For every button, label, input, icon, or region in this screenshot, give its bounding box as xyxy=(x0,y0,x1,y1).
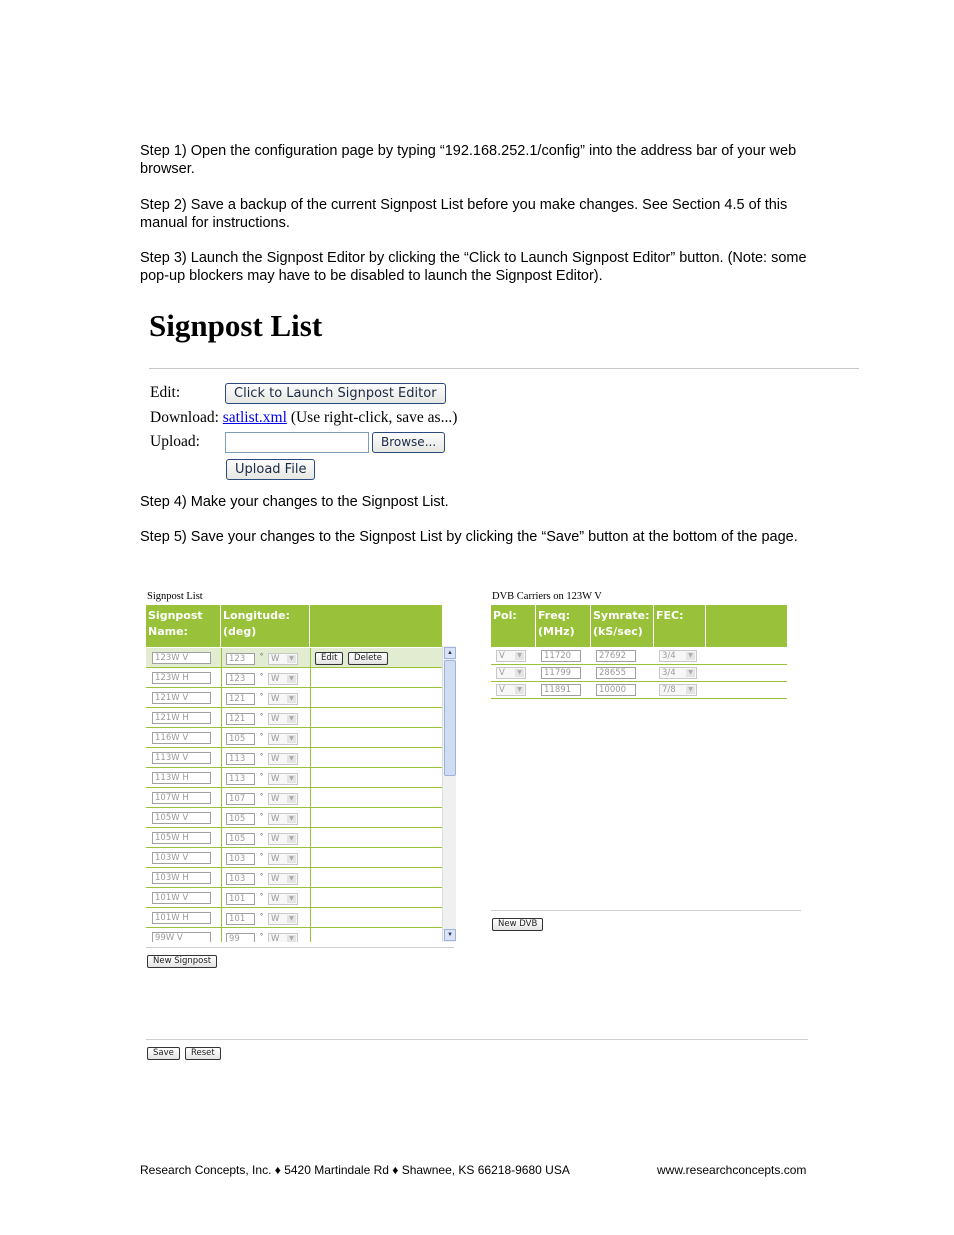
signpost-name-input[interactable]: 105W V xyxy=(152,812,211,824)
direction-value: W xyxy=(271,814,280,824)
fec-select[interactable] xyxy=(659,684,697,696)
longitude-input[interactable]: 121 xyxy=(226,713,255,725)
step-4-text: Step 4) Make your changes to the Signpost List. xyxy=(140,494,449,510)
signpost-name-input[interactable]: 113W V xyxy=(152,752,211,764)
reset-button[interactable]: Reset xyxy=(185,1047,221,1060)
direction-select[interactable] xyxy=(268,693,298,705)
direction-select[interactable] xyxy=(268,673,298,685)
signpost-name-input[interactable]: 121W V xyxy=(152,692,211,704)
chevron-down-icon: ▼ xyxy=(686,686,695,694)
degree-symbol: ° xyxy=(260,872,264,881)
signpost-name-input[interactable]: 101W H xyxy=(152,912,211,924)
direction-select[interactable] xyxy=(268,813,298,825)
scroll-down-icon[interactable]: ▼ xyxy=(444,929,456,941)
freq-input[interactable]: 11799 xyxy=(541,667,581,679)
fec-select[interactable] xyxy=(659,650,697,662)
direction-select[interactable] xyxy=(268,913,298,925)
download-label xyxy=(150,409,457,427)
fec-value: 3/4 xyxy=(662,668,676,678)
direction-value: W xyxy=(271,734,280,744)
direction-value: W xyxy=(271,654,280,664)
direction-select[interactable] xyxy=(268,733,298,745)
longitude-input[interactable]: 113 xyxy=(226,753,255,765)
upload-label: Upload: xyxy=(150,433,200,450)
longitude-input[interactable]: 123 xyxy=(226,673,255,685)
header-freq: Freq: (MHz) xyxy=(536,605,591,647)
cell-divider xyxy=(221,828,222,847)
signpost-row[interactable] xyxy=(146,748,442,768)
longitude-input[interactable]: 123 xyxy=(226,653,255,665)
chevron-down-icon: ▼ xyxy=(287,835,296,843)
chevron-down-icon: ▼ xyxy=(287,935,296,942)
direction-select[interactable] xyxy=(268,753,298,765)
save-button[interactable]: Save xyxy=(147,1047,180,1060)
degree-symbol: ° xyxy=(260,832,264,841)
signpost-row[interactable] xyxy=(146,888,442,908)
dvb-divider xyxy=(491,910,801,911)
cell-divider xyxy=(310,748,311,767)
cell-divider xyxy=(221,888,222,907)
direction-select[interactable] xyxy=(268,873,298,885)
chevron-down-icon: ▼ xyxy=(287,715,296,723)
signpost-table-caption: Signpost List xyxy=(147,591,203,602)
signpost-row[interactable] xyxy=(146,928,442,942)
direction-value: W xyxy=(271,754,280,764)
chevron-down-icon: ▼ xyxy=(686,669,695,677)
cell-divider xyxy=(221,768,222,787)
dvb-row[interactable] xyxy=(491,682,787,699)
step-5-text: Step 5) Save your changes to the Signpost List by clicking the “Save” button at the bottom of the page. xyxy=(140,529,798,545)
signpost-scrollbar[interactable] xyxy=(442,646,456,942)
cell-divider xyxy=(310,688,311,707)
degree-symbol: ° xyxy=(260,772,264,781)
signpost-name-input[interactable]: 123W H xyxy=(152,672,211,684)
signpost-name-input[interactable]: 103W V xyxy=(152,852,211,864)
chevron-down-icon: ▼ xyxy=(287,915,296,923)
download-hint: (Use right-click, save as...) xyxy=(290,409,458,426)
signpost-row[interactable] xyxy=(146,828,442,848)
longitude-input[interactable]: 105 xyxy=(226,733,255,745)
longitude-input[interactable]: 103 xyxy=(226,853,255,865)
cell-divider xyxy=(221,688,222,707)
new-dvb-button[interactable]: New DVB xyxy=(492,918,543,931)
direction-value: W xyxy=(271,794,280,804)
cell-divider xyxy=(310,768,311,787)
longitude-input[interactable]: 105 xyxy=(226,833,255,845)
dvb-table xyxy=(491,605,787,701)
upload-file-input[interactable] xyxy=(225,432,369,453)
cell-divider xyxy=(221,788,222,807)
direction-value: W xyxy=(271,694,280,704)
cell-divider xyxy=(221,808,222,827)
degree-symbol: ° xyxy=(260,652,264,661)
degree-symbol: ° xyxy=(260,932,264,941)
signpost-name-input[interactable]: 121W H xyxy=(152,712,211,724)
chevron-down-icon: ▼ xyxy=(287,775,296,783)
cell-divider xyxy=(310,928,311,942)
degree-symbol: ° xyxy=(260,912,264,921)
direction-select[interactable] xyxy=(268,713,298,725)
cell-divider xyxy=(310,888,311,907)
chevron-down-icon: ▼ xyxy=(287,755,296,763)
step-3-text: Step 3) Launch the Signpost Editor by clicking the “Click to Launch Signpost Editor” button. (Note: some pop-up blockers may have to be disabled to launch the Signpost Editor). xyxy=(140,250,807,284)
header-signpost-name: Signpost Name: xyxy=(146,605,221,647)
direction-select[interactable] xyxy=(268,653,298,665)
pol-value: V xyxy=(499,668,505,678)
cell-divider xyxy=(310,708,311,727)
signpost-row[interactable] xyxy=(146,908,442,928)
cell-divider xyxy=(221,868,222,887)
longitude-input[interactable]: 101 xyxy=(226,913,255,925)
signpost-row[interactable] xyxy=(146,868,442,888)
scroll-up-icon[interactable]: ▲ xyxy=(444,647,456,659)
cell-divider xyxy=(310,648,311,667)
cell-divider xyxy=(310,908,311,927)
direction-value: W xyxy=(271,874,280,884)
degree-symbol: ° xyxy=(260,672,264,681)
cell-divider xyxy=(310,808,311,827)
cell-divider xyxy=(221,928,222,942)
delete-row-button[interactable]: Delete xyxy=(348,652,388,665)
chevron-down-icon: ▼ xyxy=(287,675,296,683)
signpost-name-input[interactable]: 116W V xyxy=(152,732,211,744)
download-label-text: Download: xyxy=(150,409,219,426)
direction-value: W xyxy=(271,894,280,904)
direction-select[interactable] xyxy=(268,793,298,805)
signpost-row[interactable] xyxy=(146,768,442,788)
direction-select[interactable] xyxy=(268,773,298,785)
signpost-name-input[interactable]: 123W V xyxy=(152,652,211,664)
direction-value: W xyxy=(271,714,280,724)
signpost-row[interactable] xyxy=(146,808,442,828)
fec-value: 3/4 xyxy=(662,651,676,661)
cell-divider xyxy=(221,748,222,767)
cell-divider xyxy=(221,708,222,727)
edit-label: Edit: xyxy=(150,384,181,401)
signpost-row[interactable] xyxy=(146,848,442,868)
scroll-thumb[interactable] xyxy=(444,660,456,776)
signpost-name-input[interactable]: 99W V xyxy=(152,932,211,942)
dvb-row[interactable] xyxy=(491,648,787,665)
signpost-name-input[interactable]: 105W H xyxy=(152,832,211,844)
new-signpost-button[interactable]: New Signpost xyxy=(147,955,217,968)
footer-address: Research Concepts, Inc. ♦ 5420 Martindale Rd ♦ Shawnee, KS 66218-9680 USA xyxy=(140,1163,570,1177)
signpost-table-header xyxy=(146,605,442,647)
degree-symbol: ° xyxy=(260,792,264,801)
direction-value: W xyxy=(271,834,280,844)
signpost-row[interactable] xyxy=(146,728,442,748)
direction-value: W xyxy=(271,914,280,924)
launch-signpost-editor-button[interactable]: Click to Launch Signpost Editor xyxy=(225,383,446,404)
chevron-down-icon: ▼ xyxy=(287,855,296,863)
header-actions xyxy=(310,605,442,647)
bottom-divider xyxy=(146,1039,808,1040)
dvb-table-header xyxy=(491,605,787,647)
direction-value: W xyxy=(271,774,280,784)
step-2-text: Step 2) Save a backup of the current Signpost List before you make changes. See Section 4.5 of this manual for instructions. xyxy=(140,197,788,231)
chevron-down-icon: ▼ xyxy=(515,686,524,694)
signpost-row[interactable] xyxy=(146,708,442,728)
title-divider xyxy=(149,368,859,369)
signpost-row[interactable] xyxy=(146,668,442,688)
chevron-down-icon: ▼ xyxy=(287,795,296,803)
cell-divider xyxy=(221,848,222,867)
longitude-input[interactable]: 101 xyxy=(226,893,255,905)
cell-divider xyxy=(221,908,222,927)
signpost-name-input[interactable]: 113W H xyxy=(152,772,211,784)
freq-input[interactable]: 11720 xyxy=(541,650,581,662)
degree-symbol: ° xyxy=(260,732,264,741)
header-longitude: Longitude: (deg) xyxy=(221,605,310,647)
signpost-divider xyxy=(146,947,454,948)
degree-symbol: ° xyxy=(260,852,264,861)
degree-symbol: ° xyxy=(260,892,264,901)
signpost-name-input[interactable]: 107W H xyxy=(152,792,211,804)
chevron-down-icon: ▼ xyxy=(287,695,296,703)
signpost-row[interactable] xyxy=(146,648,442,668)
symrate-input[interactable]: 28655 xyxy=(596,667,636,679)
direction-value: W xyxy=(271,934,280,942)
pol-value: V xyxy=(499,651,505,661)
direction-select[interactable] xyxy=(268,893,298,905)
header-fec: FEC: xyxy=(654,605,706,647)
chevron-down-icon: ▼ xyxy=(686,652,695,660)
fec-select[interactable] xyxy=(659,667,697,679)
chevron-down-icon: ▼ xyxy=(287,655,296,663)
header-symrate: Symrate: (kS/sec) xyxy=(591,605,654,647)
signpost-name-input[interactable]: 103W H xyxy=(152,872,211,884)
longitude-input[interactable]: 113 xyxy=(226,773,255,785)
step-1-text: Step 1) Open the configuration page by typing “192.168.252.1/config” into the address bar of your web browser. xyxy=(140,143,797,177)
symrate-input[interactable]: 27692 xyxy=(596,650,636,662)
symrate-input[interactable]: 10000 xyxy=(596,684,636,696)
satlist-download-link[interactable]: satlist.xml xyxy=(222,409,287,426)
signpost-row[interactable] xyxy=(146,688,442,708)
header-dvb-actions xyxy=(706,605,787,647)
chevron-down-icon: ▼ xyxy=(287,815,296,823)
pol-select[interactable] xyxy=(496,667,526,679)
longitude-input[interactable]: 105 xyxy=(226,813,255,825)
signpost-table xyxy=(146,605,442,942)
chevron-down-icon: ▼ xyxy=(287,875,296,883)
direction-value: W xyxy=(271,854,280,864)
dvb-row[interactable] xyxy=(491,665,787,682)
chevron-down-icon: ▼ xyxy=(515,669,524,677)
direction-select[interactable] xyxy=(268,933,298,942)
degree-symbol: ° xyxy=(260,752,264,761)
direction-value: W xyxy=(271,674,280,684)
pol-select[interactable] xyxy=(496,684,526,696)
cell-divider xyxy=(221,648,222,667)
freq-input[interactable]: 11891 xyxy=(541,684,581,696)
cell-divider xyxy=(221,668,222,687)
cell-divider xyxy=(310,848,311,867)
longitude-input[interactable]: 103 xyxy=(226,873,255,885)
chevron-down-icon: ▼ xyxy=(287,735,296,743)
header-pol: Pol: xyxy=(491,605,536,647)
direction-select[interactable] xyxy=(268,853,298,865)
signpost-name-input[interactable]: 101W V xyxy=(152,892,211,904)
footer-website: www.researchconcepts.com xyxy=(657,1163,807,1177)
dvb-table-caption: DVB Carriers on 123W V xyxy=(492,591,602,602)
longitude-input[interactable]: 121 xyxy=(226,693,255,705)
upload-file-button[interactable]: Upload File xyxy=(226,459,315,480)
edit-row-button[interactable]: Edit xyxy=(315,652,343,665)
cell-divider xyxy=(221,728,222,747)
fec-value: 7/8 xyxy=(662,685,676,695)
longitude-input[interactable]: 99 xyxy=(226,933,255,942)
degree-symbol: ° xyxy=(260,812,264,821)
degree-symbol: ° xyxy=(260,712,264,721)
cell-divider xyxy=(310,728,311,747)
direction-select[interactable] xyxy=(268,833,298,845)
chevron-down-icon: ▼ xyxy=(515,652,524,660)
signpost-row[interactable] xyxy=(146,788,442,808)
signpost-list-title: Signpost List xyxy=(149,308,323,343)
cell-divider xyxy=(310,868,311,887)
cell-divider xyxy=(310,788,311,807)
pol-value: V xyxy=(499,685,505,695)
cell-divider xyxy=(310,668,311,687)
pol-select[interactable] xyxy=(496,650,526,662)
longitude-input[interactable]: 107 xyxy=(226,793,255,805)
degree-symbol: ° xyxy=(260,692,264,701)
browse-button[interactable]: Browse... xyxy=(372,432,445,453)
cell-divider xyxy=(310,828,311,847)
chevron-down-icon: ▼ xyxy=(287,895,296,903)
